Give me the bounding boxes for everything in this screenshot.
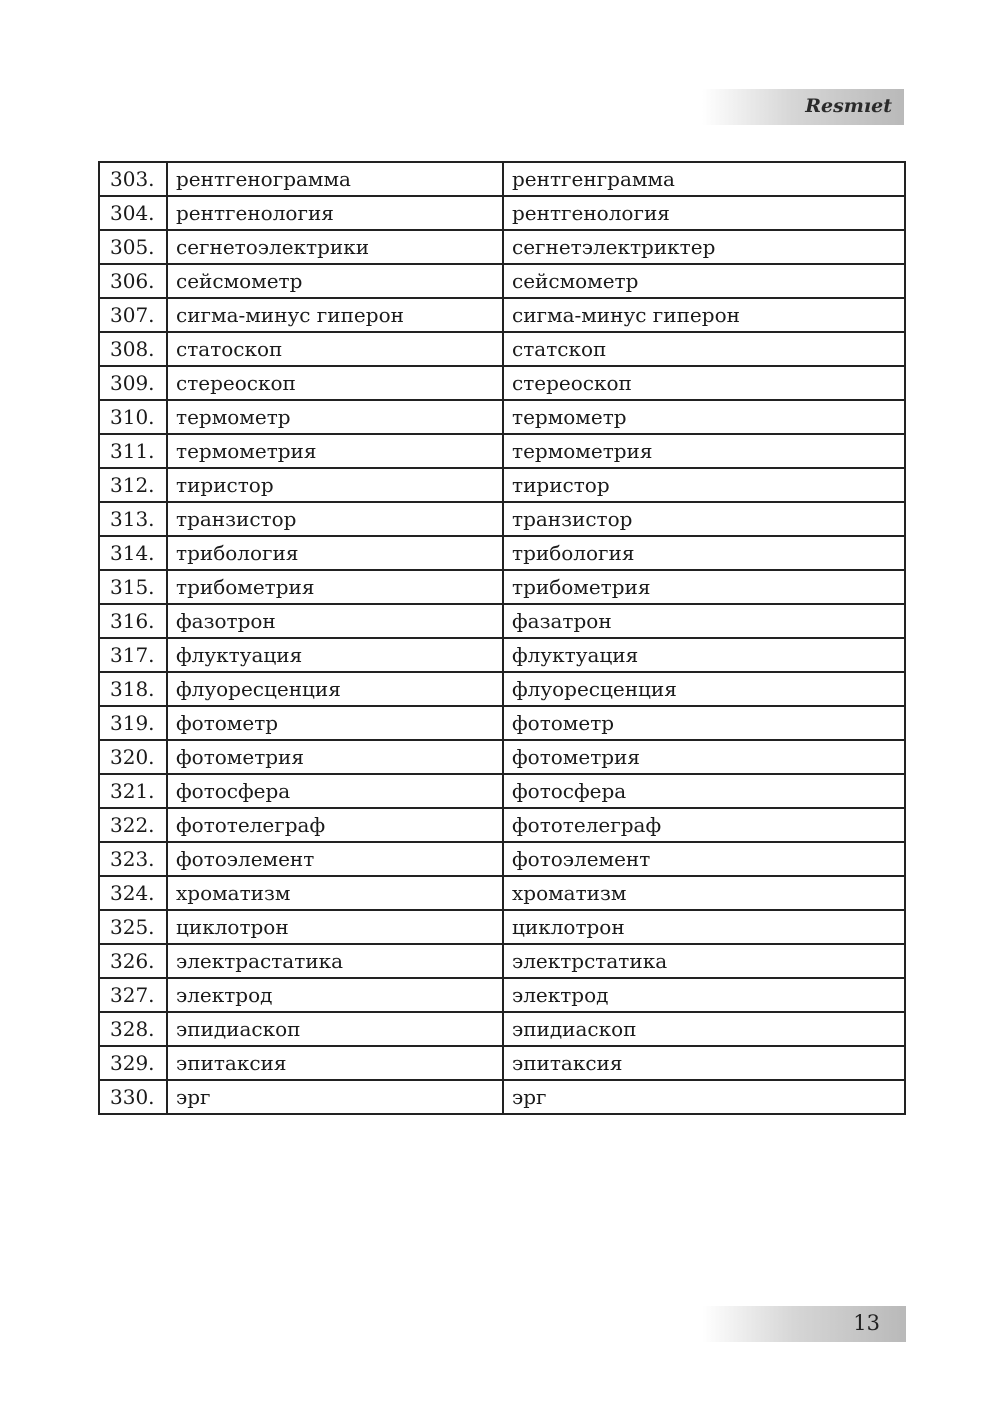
term-kazakh: сигма-минус гиперон bbox=[503, 298, 905, 332]
term-kazakh: электрстатика bbox=[503, 944, 905, 978]
term-russian: фототелеграф bbox=[167, 808, 503, 842]
term-kazakh: транзистор bbox=[503, 502, 905, 536]
term-kazakh: статскоп bbox=[503, 332, 905, 366]
term-russian: тиристор bbox=[167, 468, 503, 502]
term-kazakh: фототелеграф bbox=[503, 808, 905, 842]
term-kazakh: флуоресценция bbox=[503, 672, 905, 706]
running-header-title: Resmıet bbox=[805, 95, 892, 117]
term-kazakh: фотоэлемент bbox=[503, 842, 905, 876]
term-kazakh: фазатрон bbox=[503, 604, 905, 638]
table-row bbox=[99, 1046, 905, 1080]
table-row bbox=[99, 366, 905, 400]
term-number: 330. bbox=[99, 1080, 167, 1114]
table-row bbox=[99, 740, 905, 774]
term-number: 327. bbox=[99, 978, 167, 1012]
term-russian: циклотрон bbox=[167, 910, 503, 944]
term-russian: термометрия bbox=[167, 434, 503, 468]
term-kazakh: термометрия bbox=[503, 434, 905, 468]
term-number: 309. bbox=[99, 366, 167, 400]
term-number: 308. bbox=[99, 332, 167, 366]
term-kazakh: эпидиаскоп bbox=[503, 1012, 905, 1046]
term-number: 307. bbox=[99, 298, 167, 332]
term-kazakh: фотометр bbox=[503, 706, 905, 740]
table-row bbox=[99, 434, 905, 468]
term-russian: электрастатика bbox=[167, 944, 503, 978]
term-russian: электрод bbox=[167, 978, 503, 1012]
term-kazakh: сегнетэлектриктер bbox=[503, 230, 905, 264]
table-row bbox=[99, 196, 905, 230]
term-kazakh: сейсмометр bbox=[503, 264, 905, 298]
term-russian: эпидиаскоп bbox=[167, 1012, 503, 1046]
table-row bbox=[99, 570, 905, 604]
term-russian: рентгенограмма bbox=[167, 162, 503, 196]
term-russian: фотоэлемент bbox=[167, 842, 503, 876]
term-number: 313. bbox=[99, 502, 167, 536]
table-row bbox=[99, 332, 905, 366]
table-row bbox=[99, 842, 905, 876]
term-russian: трибометрия bbox=[167, 570, 503, 604]
term-number: 325. bbox=[99, 910, 167, 944]
term-kazakh: тиристор bbox=[503, 468, 905, 502]
term-kazakh: эпитаксия bbox=[503, 1046, 905, 1080]
term-number: 315. bbox=[99, 570, 167, 604]
term-russian: фотометрия bbox=[167, 740, 503, 774]
term-russian: эрг bbox=[167, 1080, 503, 1114]
term-russian: флуоресценция bbox=[167, 672, 503, 706]
term-kazakh: эрг bbox=[503, 1080, 905, 1114]
term-russian: флуктуация bbox=[167, 638, 503, 672]
page-footer bbox=[702, 1306, 906, 1342]
term-kazakh: термометр bbox=[503, 400, 905, 434]
term-russian: хроматизм bbox=[167, 876, 503, 910]
term-number: 318. bbox=[99, 672, 167, 706]
term-russian: фотометр bbox=[167, 706, 503, 740]
term-kazakh: флуктуация bbox=[503, 638, 905, 672]
term-kazakh: циклотрон bbox=[503, 910, 905, 944]
term-kazakh: рентгенграмма bbox=[503, 162, 905, 196]
table-row bbox=[99, 638, 905, 672]
table-row bbox=[99, 706, 905, 740]
terms-table-body bbox=[99, 162, 905, 1114]
table-row bbox=[99, 910, 905, 944]
term-number: 328. bbox=[99, 1012, 167, 1046]
table-row bbox=[99, 876, 905, 910]
term-number: 310. bbox=[99, 400, 167, 434]
table-row bbox=[99, 774, 905, 808]
term-number: 322. bbox=[99, 808, 167, 842]
term-kazakh: фотосфера bbox=[503, 774, 905, 808]
table-row bbox=[99, 536, 905, 570]
term-kazakh: трибометрия bbox=[503, 570, 905, 604]
term-number: 303. bbox=[99, 162, 167, 196]
term-number: 329. bbox=[99, 1046, 167, 1080]
page-number: 13 bbox=[853, 1311, 880, 1335]
running-header bbox=[702, 89, 904, 125]
table-row bbox=[99, 400, 905, 434]
term-kazakh: фотометрия bbox=[503, 740, 905, 774]
table-row bbox=[99, 298, 905, 332]
term-kazakh: стереоскоп bbox=[503, 366, 905, 400]
term-russian: статоскоп bbox=[167, 332, 503, 366]
term-number: 305. bbox=[99, 230, 167, 264]
term-number: 306. bbox=[99, 264, 167, 298]
term-number: 317. bbox=[99, 638, 167, 672]
term-russian: фазотрон bbox=[167, 604, 503, 638]
term-russian: транзистор bbox=[167, 502, 503, 536]
table-row bbox=[99, 230, 905, 264]
term-number: 323. bbox=[99, 842, 167, 876]
term-number: 312. bbox=[99, 468, 167, 502]
table-row bbox=[99, 604, 905, 638]
term-number: 304. bbox=[99, 196, 167, 230]
term-number: 319. bbox=[99, 706, 167, 740]
term-number: 314. bbox=[99, 536, 167, 570]
term-russian: трибология bbox=[167, 536, 503, 570]
term-number: 324. bbox=[99, 876, 167, 910]
term-number: 316. bbox=[99, 604, 167, 638]
term-kazakh: электрод bbox=[503, 978, 905, 1012]
table-row bbox=[99, 1080, 905, 1114]
term-russian: термометр bbox=[167, 400, 503, 434]
term-russian: сегнетоэлектрики bbox=[167, 230, 503, 264]
term-russian: эпитаксия bbox=[167, 1046, 503, 1080]
term-russian: сигма-минус гиперон bbox=[167, 298, 503, 332]
table-row bbox=[99, 944, 905, 978]
term-number: 326. bbox=[99, 944, 167, 978]
term-russian: фотосфера bbox=[167, 774, 503, 808]
table-row bbox=[99, 468, 905, 502]
table-row bbox=[99, 1012, 905, 1046]
term-russian: рентгенология bbox=[167, 196, 503, 230]
table-row bbox=[99, 162, 905, 196]
table-row bbox=[99, 264, 905, 298]
term-number: 320. bbox=[99, 740, 167, 774]
terms-table bbox=[98, 161, 906, 1115]
table-row bbox=[99, 808, 905, 842]
table-row bbox=[99, 978, 905, 1012]
table-row bbox=[99, 672, 905, 706]
term-russian: стереоскоп bbox=[167, 366, 503, 400]
term-number: 321. bbox=[99, 774, 167, 808]
term-russian: сейсмометр bbox=[167, 264, 503, 298]
table-row bbox=[99, 502, 905, 536]
term-kazakh: хроматизм bbox=[503, 876, 905, 910]
term-number: 311. bbox=[99, 434, 167, 468]
term-kazakh: рентгенология bbox=[503, 196, 905, 230]
term-kazakh: трибология bbox=[503, 536, 905, 570]
